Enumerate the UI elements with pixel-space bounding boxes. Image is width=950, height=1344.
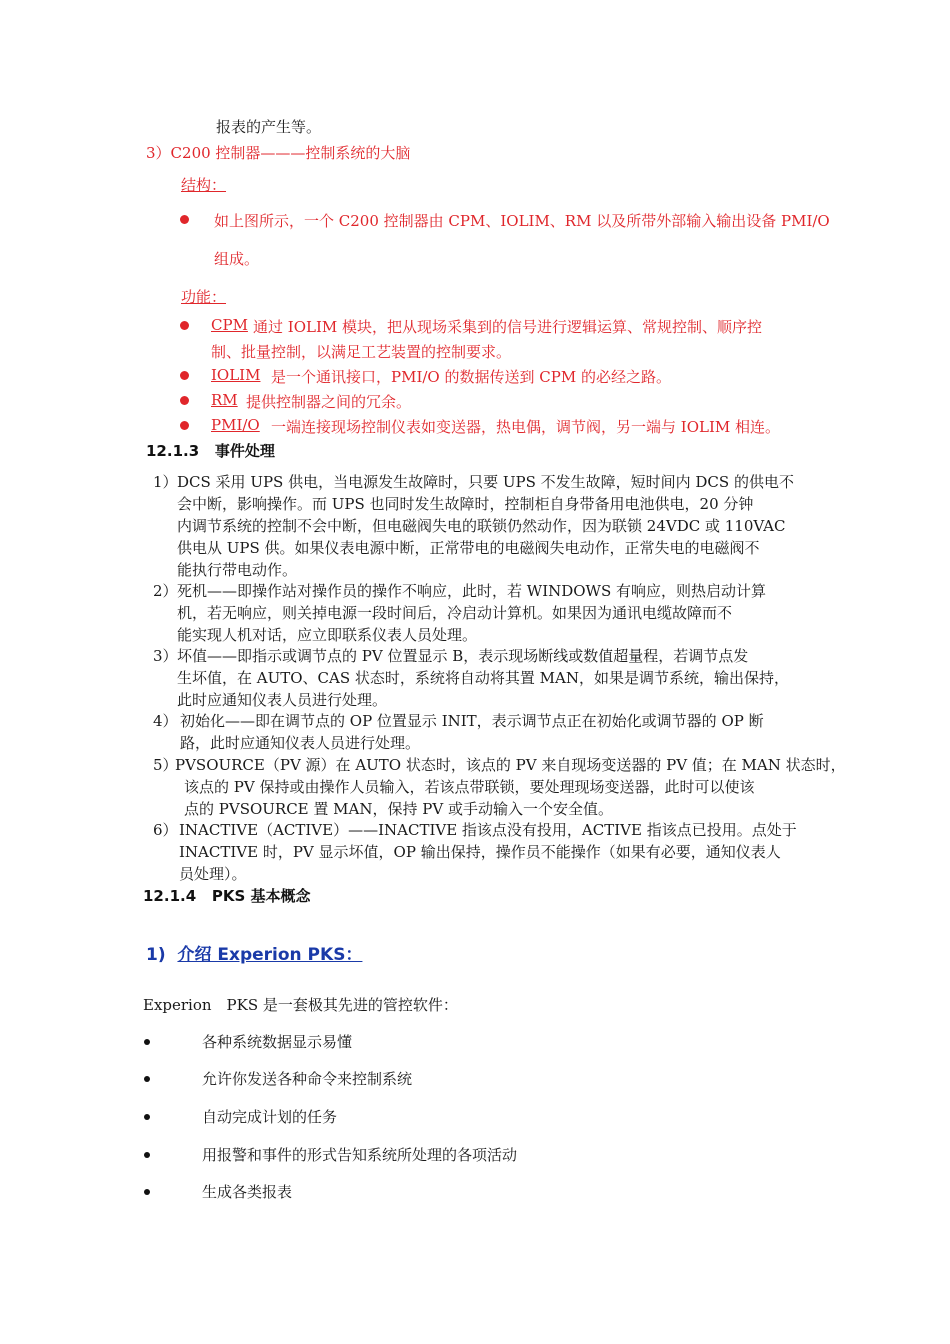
section-title: PKS 基本概念 [211,887,311,905]
bullet-icon [180,321,189,330]
para-line: 该点的 PV 保持或由操作人员输入，若该点带联锁，要处理现场变送器，此时可以使该 [184,778,755,796]
bullet-icon [180,421,189,430]
experion-bullet-text: 生成各类报表 [202,1183,293,1201]
term-iolim: IOLIM [211,366,261,384]
para-line: DCS 采用 UPS 供电，当电源发生故障时，只要 UPS 不发生故障，短时间内 DCS 的供电不 [177,473,794,491]
bullet-icon [144,1189,150,1195]
experion-bullet-text: 各种系统数据显示易懂 [202,1033,353,1051]
bullet-icon [180,371,189,380]
experion-heading-number: 1) [146,945,166,965]
para-line: 路，此时应通知仪表人员进行处理。 [180,734,421,752]
para-line: 能执行带电动作。 [177,561,298,579]
para-line: 坏值——即指示或调节点的 PV 位置显示 B，表示现场断线或数值超量程，若调节点发 [177,647,749,665]
term-pmio: PMI/O [211,416,260,434]
function-label: 功能： [181,288,227,306]
bullet-icon [144,1114,150,1120]
bullet-icon [180,396,189,405]
para-line: 此时应通知仪表人员进行处理。 [177,691,388,709]
section-number: 12.1.4 [143,887,197,905]
section-heading-1213 [146,440,275,461]
bullet-icon [180,215,189,224]
cpm-text-line-2: 制、批量控制，以满足工艺装置的控制要求。 [211,343,512,361]
c200-title: 3）C200 控制器———控制系统的大脑 [146,144,411,162]
para-line: PVSOURCE（PV 源）在 AUTO 状态时，该点的 PV 来自现场变送器的 PV 值；在 MAN 状态时， [175,756,846,774]
para-line: 初始化——即在调节点的 OP 位置显示 INIT，表示调节点正在初始化或调节器的 OP 断 [180,712,764,730]
term-rm: RM [211,391,238,409]
bullet-icon [144,1152,150,1158]
para-number: 6） [153,821,178,839]
para-line: 供电从 UPS 供。如果仪表电源中断，正常带电的电磁阀失电动作，正常失电的电磁阀不 [177,539,760,557]
cpm-text-line-1: 通过 IOLIM 模块，把从现场采集到的信号进行逻辑运算、常规控制、顺序控 [253,318,763,336]
para-line: 生坏值，在 AUTO、CAS 状态时，系统将自动将其置 MAN，如果是调节系统，输出保持， [177,669,789,687]
bullet-icon [144,1039,150,1045]
para-line: INACTIVE 时，PV 显示坏值，OP 输出保持，操作员不能操作（如果有必要，通知仪表人 [179,843,781,861]
structure-label: 结构： [181,176,227,194]
para-number: 4） [153,712,178,730]
para-line: 死机——即操作站对操作员的操作不响应，此时，若 WINDOWS 有响应，则热启动计算 [177,582,767,600]
term-cpm: CPM [211,316,248,334]
experion-heading-link[interactable]: 介绍 Experion PKS： [177,945,363,965]
para-line: 点的 PVSOURCE 置 MAN，保持 PV 或手动输入一个安全值。 [184,800,613,818]
para-line: 员处理）。 [179,865,247,883]
continued-line: 报表的产生等。 [216,118,322,136]
structure-text-line-1: 如上图所示，一个 C200 控制器由 CPM、IOLIM、RM 以及所带外部输入输出设备 PMI/O [214,212,830,230]
experion-bullet-text: 用报警和事件的形式告知系统所处理的各项活动 [202,1146,518,1164]
section-number: 12.1.3 [146,442,200,460]
experion-bullet-text: 自动完成计划的任务 [202,1108,338,1126]
para-line: 能实现人机对话，应立即联系仪表人员处理。 [177,626,478,644]
para-line: 内调节系统的控制不会中断，但电磁阀失电的联锁仍然动作，因为联锁 24VDC 或 110VAC [177,517,786,535]
para-number: 2） [153,582,178,600]
bullet-icon [144,1076,150,1082]
para-line: 机，若无响应，则关掉电源一段时间后，冷启动计算机。如果因为通讯电缆故障而不 [177,604,733,622]
experion-bullet-text: 允许你发送各种命令来控制系统 [202,1070,413,1088]
para-number: 5） [153,756,178,774]
para-number: 1） [153,473,178,491]
pmio-text: 一端连接现场控制仪表如变送器，热电偶，调节阀，另一端与 IOLIM 相连。 [271,418,781,436]
section-title: 事件处理 [214,442,275,460]
structure-text-line-2: 组成。 [214,250,260,268]
experion-heading [146,940,362,965]
para-line: 会中断，影响操作。而 UPS 也同时发生故障时，控制柜自身带备用电池供电，20 分钟 [177,495,754,513]
iolim-text: 是一个通讯接口，PMI/O 的数据传送到 CPM 的必经之路。 [271,368,671,386]
para-line: INACTIVE（ACTIVE）——INACTIVE 指该点没有投用，ACTIVE 指该点已投用。点处于 [179,821,797,839]
section-heading-1214 [143,885,310,906]
para-number: 3） [153,647,178,665]
experion-intro: Experion PKS 是一套极其先进的管控软件： [143,996,458,1014]
rm-text: 提供控制器之间的冗余。 [246,393,412,411]
